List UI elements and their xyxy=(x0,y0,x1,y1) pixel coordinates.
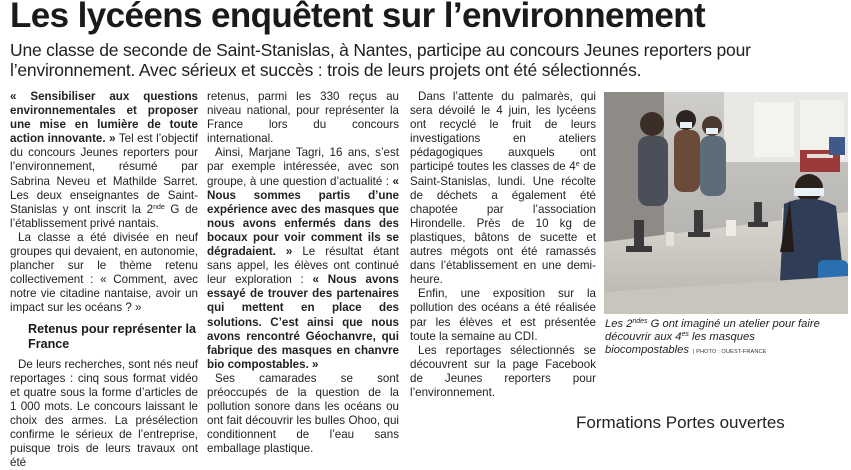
quote: « Nous sommes partis d’une expérience avec des masques que nous avons enfermés dans des bocaux pour voir comment ils se dégradaient. » xyxy=(207,175,399,258)
paragraph: Ainsi, Marjane Tagri, 16 ans, s’est par exemple intéressée, avec son groupe, à une question d’actualité : « Nous sommes partis d’une expérience avec des masques que nous avons enfermés dans des bocaux pour voir comment ils se dégradaient. » Le résultat étant sans appel, les élèves ont continué leur exploration : « Nous avons essayé de trouver des partenaires qui mettent en place des solutions. C’est ainsi que nous avons rencontré Géochanvre, qui fabrique des masques en chanvre bio compostables. » xyxy=(207,146,399,372)
paragraph: Ses camarades se sont préoccupés de la question de la pollution sonore dans les océans ou ont fait découvrir les bulles Ohoo, qui conditionnent de l’eau sans emballage plastique. xyxy=(207,372,399,457)
article-column-2 xyxy=(207,90,399,456)
article-column-3 xyxy=(410,90,596,400)
paragraph: Enfin, une exposition sur la pollution des océans a été réalisée par les élèves et est présentée toute la semaine au CDI. xyxy=(410,287,596,343)
next-story-heading: Formations Portes ouvertes xyxy=(576,413,785,433)
paragraph: Les reportages sélectionnés se découvrent sur la page Facebook de Jeunes reporters pour l’environnement. xyxy=(410,344,596,400)
classroom-photo xyxy=(604,92,848,314)
standfirst: Une classe de seconde de Saint-Stanislas, à Nantes, participe au concours Jeunes reporters pour l’environnement. Avec sérieux et succès : trois de leurs projets ont été sélectionnés. xyxy=(10,40,845,80)
article-column-1 xyxy=(10,90,198,470)
photo-caption: Les $2^{ndes}$ G ont imaginé un atelier pour faire découvrir aux $4^{es}$ les masques biocompostables | PHOTO : OUEST-FRANCE xyxy=(605,318,845,359)
headline: Les lycéens enquêtent sur l’environnement xyxy=(10,0,705,36)
paragraph: retenus, parmi les 330 reçus au niveau national, pour représenter la France lors du concours international. xyxy=(207,90,399,146)
paragraph: La classe a été divisée en neuf groupes qui devaient, en autonomie, plancher sur le thème retenu collectivement : « Comment, avec notre vie citadine nantaise, avoir un impact sur les océans ? » xyxy=(10,231,198,316)
subheading: Retenus pour représenter la France xyxy=(28,322,198,352)
lead-quote: « Sensibiliser aux questions environnementales et proposer une mise en lumière de toute action innovante. » xyxy=(10,90,198,145)
photo-credit: | PHOTO : OUEST-FRANCE xyxy=(693,349,766,355)
paragraph: « Sensibiliser aux questions environnementales et proposer une mise en lumière de toute action innovante. » Tel est l’objectif du concours Jeunes reporters pour l’environnement, résumé par Sabrina Neveu et Mathilde Sarret. Les deux enseignantes de Saint-Stanislas y ont inscrit la 2nde G de l’établissement privé nantais. xyxy=(10,90,198,231)
paragraph: Dans l’attente du palmarès, qui sera dévoilé le 4 juin, les lycéens ont recyclé le fruit de leurs investigations en ateliers pédagogiques auxquels ont participé toutes les classes de 4e de Saint-Stanislas, lundi. Une récolte de déchets a également été chapotée par l’association Hirondelle. Près de 10 kg de plastiques, bâtons de sucette et autres mégots ont été ramassés dans l’établissement en une demi-heure. xyxy=(410,90,596,287)
paragraph: De leurs recherches, sont nés neuf reportages : cinq sous format vidéo et quatre sous la forme d’articles de 1 000 mots. Le concours laissant le choix des armes. La présélection confirme le sérieux de l’entreprise, puisque trois de leurs travaux ont été xyxy=(10,358,198,470)
classroom-photo-illustration xyxy=(604,92,848,314)
quote: « Nous avons essayé de trouver des partenaires qui mettent en place des solutions. C’est ainsi que nous avons rencontré Géochanvre, qui fabrique des masques en chanvre bio compostables. » xyxy=(207,273,399,371)
